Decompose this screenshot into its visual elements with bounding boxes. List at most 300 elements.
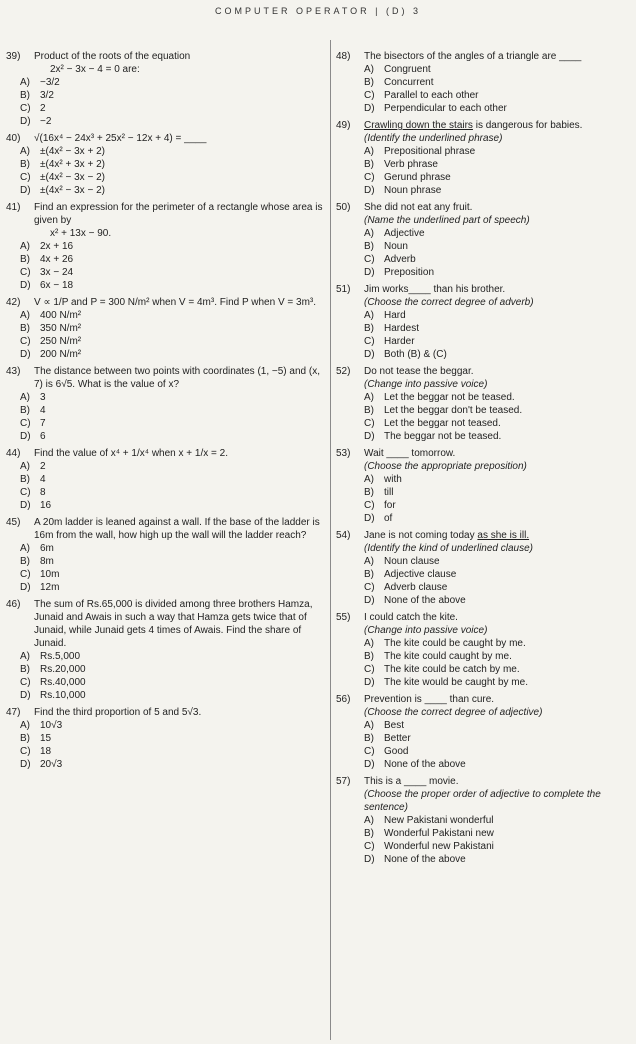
question-stem: She did not eat any fruit. xyxy=(364,202,473,213)
question-row xyxy=(6,598,324,650)
page-header: COMPUTER OPERATOR | (D) 3 xyxy=(214,6,421,16)
question-stem: Find the value of x⁴ + 1/x⁴ when x + 1/x = 2. xyxy=(34,448,228,459)
option-label: C) xyxy=(20,569,31,580)
option-label: C) xyxy=(364,841,375,852)
option-item xyxy=(336,719,631,732)
underlined-part: Crawling down the stairs xyxy=(364,120,473,131)
question-item xyxy=(336,283,631,361)
question-text xyxy=(34,365,324,391)
option-text: 4x + 26 xyxy=(40,254,74,265)
option-item xyxy=(336,853,631,866)
option-label: A) xyxy=(364,392,374,403)
question-row xyxy=(336,693,631,706)
option-label: A) xyxy=(364,815,374,826)
question-stem: I could catch the kite. xyxy=(364,612,458,623)
option-text: till xyxy=(384,487,394,498)
option-text: Wonderful Pakistani new xyxy=(384,828,494,839)
option-label: C) xyxy=(364,254,375,265)
option-text: ±(4x² − 3x − 2) xyxy=(40,185,105,196)
option-label: C) xyxy=(364,664,375,675)
question-number: 42) xyxy=(6,297,21,308)
option-text: 12m xyxy=(40,582,60,593)
question-number: 47) xyxy=(6,707,21,718)
question-item xyxy=(6,365,324,443)
option-label: C) xyxy=(364,582,375,593)
question-instruction: (Choose the appropriate preposition) xyxy=(364,461,527,472)
option-item xyxy=(336,89,631,102)
option-item xyxy=(6,542,324,555)
option-item xyxy=(6,391,324,404)
option-item xyxy=(336,745,631,758)
option-text: ±(4x² + 3x + 2) xyxy=(40,159,105,170)
option-item xyxy=(336,758,631,771)
option-text: Let the beggar not be teased. xyxy=(384,392,515,403)
question-row xyxy=(6,516,324,542)
option-label: B) xyxy=(20,474,30,485)
option-text: The kite could be caught by me. xyxy=(384,638,526,649)
option-text: The beggar not be teased. xyxy=(384,431,502,442)
question-stem: Prevention is ____ than cure. xyxy=(364,694,495,705)
question-text xyxy=(34,201,324,240)
question-number: 40) xyxy=(6,133,21,144)
option-text: 2 xyxy=(40,461,46,472)
question-text xyxy=(34,516,324,542)
option-label: D) xyxy=(364,513,375,524)
option-label: D) xyxy=(364,854,375,865)
question-stem: √(16x⁴ − 24x³ + 25x² − 12x + 4) = ____ xyxy=(34,133,207,144)
option-label: B) xyxy=(364,487,374,498)
option-item xyxy=(6,473,324,486)
question-row xyxy=(6,50,324,76)
question-number: 50) xyxy=(336,202,351,213)
option-item xyxy=(336,473,631,486)
option-item xyxy=(336,391,631,404)
option-label: C) xyxy=(364,418,375,429)
option-text: 8 xyxy=(40,487,46,498)
option-label: B) xyxy=(364,159,374,170)
option-text: 7 xyxy=(40,418,46,429)
option-label: B) xyxy=(364,323,374,334)
option-label: B) xyxy=(20,323,30,334)
option-text: None of the above xyxy=(384,854,466,865)
option-label: D) xyxy=(20,116,31,127)
option-text: 10√3 xyxy=(40,720,63,731)
option-label: A) xyxy=(20,651,30,662)
question-item xyxy=(336,447,631,525)
question-stem: The bisectors of the angles of a triangle are ____ xyxy=(364,51,582,62)
option-label: A) xyxy=(20,392,30,403)
question-row xyxy=(336,119,631,132)
option-item xyxy=(6,581,324,594)
option-label: C) xyxy=(364,336,375,347)
question-text xyxy=(364,529,631,542)
option-label: A) xyxy=(20,241,30,252)
option-label: B) xyxy=(364,569,374,580)
question-item xyxy=(336,775,631,866)
question-number: 48) xyxy=(336,51,351,62)
option-label: B) xyxy=(20,254,30,265)
question-number: 53) xyxy=(336,448,351,459)
option-label: A) xyxy=(20,310,30,321)
option-label: D) xyxy=(364,349,375,360)
option-label: D) xyxy=(364,267,375,278)
question-text xyxy=(34,447,324,460)
question-instruction: (Change into passive voice) xyxy=(364,625,488,636)
question-text xyxy=(364,201,631,214)
option-item xyxy=(336,335,631,348)
option-label: B) xyxy=(364,828,374,839)
option-label: C) xyxy=(20,103,31,114)
option-item xyxy=(6,758,324,771)
option-item xyxy=(336,581,631,594)
question-row xyxy=(336,283,631,296)
option-item xyxy=(6,158,324,171)
question-row xyxy=(336,775,631,788)
option-text: Adjective xyxy=(384,228,425,239)
option-item xyxy=(336,227,631,240)
question-number: 54) xyxy=(336,530,351,541)
option-item xyxy=(336,555,631,568)
option-item xyxy=(6,430,324,443)
question-stem-rest: is dangerous for babies. xyxy=(472,120,583,131)
option-label: A) xyxy=(364,228,374,239)
question-instruction: (Name the underlined part of speech) xyxy=(364,215,530,226)
option-text: 10m xyxy=(40,569,60,580)
option-text: 2x + 16 xyxy=(40,241,74,252)
option-text: Verb phrase xyxy=(384,159,438,170)
question-instruction: (Change into passive voice) xyxy=(364,379,488,390)
option-text: New Pakistani wonderful xyxy=(384,815,494,826)
option-item xyxy=(336,184,631,197)
question-instruction: (Choose the correct degree of adverb) xyxy=(364,297,534,308)
option-label: C) xyxy=(20,746,31,757)
question-text xyxy=(34,296,324,309)
option-text: None of the above xyxy=(384,759,466,770)
column-divider xyxy=(330,40,331,1040)
option-item xyxy=(336,827,631,840)
option-text: Congruent xyxy=(384,64,431,75)
option-item xyxy=(336,512,631,525)
option-label: C) xyxy=(20,677,31,688)
option-text: Noun phrase xyxy=(384,185,442,196)
option-text: Adverb clause xyxy=(384,582,448,593)
option-text: Both (B) & (C) xyxy=(384,349,447,360)
option-label: B) xyxy=(20,159,30,170)
option-text: 6x − 18 xyxy=(40,280,74,291)
question-number: 51) xyxy=(336,284,351,295)
option-item xyxy=(336,76,631,89)
question-row xyxy=(6,132,324,145)
option-label: D) xyxy=(364,185,375,196)
option-text: ±(4x² − 3x + 2) xyxy=(40,146,105,157)
question-number: 39) xyxy=(6,51,21,62)
option-text: Let the beggar don't be teased. xyxy=(384,405,523,416)
option-label: A) xyxy=(20,461,30,472)
option-text: Hardest xyxy=(384,323,420,334)
option-item xyxy=(6,322,324,335)
option-item xyxy=(6,171,324,184)
option-label: A) xyxy=(364,310,374,321)
left-column xyxy=(6,50,324,775)
option-text: Gerund phrase xyxy=(384,172,451,183)
option-text: 350 N/m² xyxy=(40,323,82,334)
option-item xyxy=(6,115,324,128)
option-text: Rs.5,000 xyxy=(40,651,81,662)
question-item xyxy=(6,201,324,292)
question-text xyxy=(364,283,631,296)
question-instruction: (Choose the proper order of adjective to complete the sentence) xyxy=(364,789,601,813)
option-item xyxy=(336,637,631,650)
option-label: D) xyxy=(20,582,31,593)
option-item xyxy=(336,568,631,581)
question-stem: Wait ____ tomorrow. xyxy=(364,448,456,459)
question-number: 57) xyxy=(336,776,351,787)
question-instruction: (Identify the underlined phrase) xyxy=(364,133,503,144)
option-text: 200 N/m² xyxy=(40,349,82,360)
option-label: B) xyxy=(364,733,374,744)
option-item xyxy=(336,63,631,76)
option-text: Rs.10,000 xyxy=(40,690,86,701)
question-equation: x² + 13x − 90. xyxy=(50,228,112,239)
option-label: A) xyxy=(20,77,30,88)
option-item xyxy=(6,335,324,348)
question-item xyxy=(6,706,324,771)
question-text xyxy=(364,119,631,132)
option-label: D) xyxy=(20,690,31,701)
option-text: Preposition xyxy=(384,267,435,278)
option-item xyxy=(336,840,631,853)
option-label: A) xyxy=(364,556,374,567)
option-item xyxy=(6,348,324,361)
option-text: 6m xyxy=(40,543,54,554)
option-text: 250 N/m² xyxy=(40,336,82,347)
option-label: C) xyxy=(364,746,375,757)
option-text: with xyxy=(384,474,402,485)
option-item xyxy=(336,158,631,171)
option-item xyxy=(336,430,631,443)
question-item xyxy=(336,611,631,689)
option-text: Noun xyxy=(384,241,408,252)
option-label: C) xyxy=(20,487,31,498)
option-item xyxy=(6,89,324,102)
option-text: 4 xyxy=(40,474,46,485)
option-item xyxy=(6,719,324,732)
option-item xyxy=(6,76,324,89)
option-text: of xyxy=(384,513,393,524)
option-text: Hard xyxy=(384,310,406,321)
question-row xyxy=(6,201,324,240)
option-item xyxy=(6,689,324,702)
question-equation: 2x² − 3x − 4 = 0 are: xyxy=(50,64,140,75)
option-item xyxy=(336,650,631,663)
question-stem: The sum of Rs.65,000 is divided among three brothers Hamza, Junaid and Awais in such a way that Hamza gets twice that of Junaid, while Junaid gets 4 times of Awais. Find the share of Junaid. xyxy=(34,599,313,649)
question-stem: Do not tease the beggar. xyxy=(364,366,474,377)
option-text: Wonderful new Pakistani xyxy=(384,841,494,852)
question-item xyxy=(6,516,324,594)
question-stem: Jane is not coming today xyxy=(364,530,478,541)
option-text: 3 xyxy=(40,392,46,403)
option-label: D) xyxy=(364,103,375,114)
question-instruction: (Choose the correct degree of adjective) xyxy=(364,707,543,718)
question-number: 55) xyxy=(336,612,351,623)
question-item xyxy=(6,296,324,361)
question-row xyxy=(6,365,324,391)
option-text: 6 xyxy=(40,431,46,442)
question-text xyxy=(34,598,324,650)
option-item xyxy=(336,309,631,322)
option-item xyxy=(336,102,631,115)
option-text: Concurrent xyxy=(384,77,434,88)
option-item xyxy=(6,145,324,158)
question-stem: V ∝ 1/P and P = 300 N/m² when V = 4m³. Find P when V = 3m³. xyxy=(34,297,317,308)
option-text: −2 xyxy=(40,116,52,127)
question-row xyxy=(6,706,324,719)
underlined-part: as she is ill. xyxy=(477,530,530,541)
option-item xyxy=(6,732,324,745)
question-item xyxy=(336,365,631,443)
option-item xyxy=(6,460,324,473)
question-item xyxy=(6,50,324,128)
option-item xyxy=(336,266,631,279)
option-item xyxy=(336,499,631,512)
option-text: Prepositional phrase xyxy=(384,146,476,157)
option-text: The kite could caught by me. xyxy=(384,651,512,662)
question-row xyxy=(336,365,631,378)
option-label: C) xyxy=(20,336,31,347)
question-row xyxy=(336,447,631,460)
option-text: None of the above xyxy=(384,595,466,606)
question-text xyxy=(364,775,631,788)
question-stem: Product of the roots of the equation xyxy=(34,51,191,62)
question-text xyxy=(364,693,631,706)
option-label: B) xyxy=(20,664,30,675)
question-number: 44) xyxy=(6,448,21,459)
option-text: for xyxy=(384,500,396,511)
question-text xyxy=(364,611,631,624)
question-item xyxy=(336,201,631,279)
option-label: C) xyxy=(364,500,375,511)
option-label: B) xyxy=(364,77,374,88)
question-item xyxy=(336,693,631,771)
option-item xyxy=(336,814,631,827)
option-text: 3x − 24 xyxy=(40,267,74,278)
question-number: 41) xyxy=(6,202,21,213)
option-item xyxy=(336,322,631,335)
question-row xyxy=(336,50,631,63)
option-label: A) xyxy=(20,146,30,157)
option-text: 18 xyxy=(40,746,52,757)
question-stem: Find an expression for the perimeter of a rectangle whose area is given by xyxy=(34,202,323,226)
question-number: 43) xyxy=(6,366,21,377)
option-text: Best xyxy=(384,720,405,731)
option-item xyxy=(336,486,631,499)
option-label: A) xyxy=(364,474,374,485)
option-text: 16 xyxy=(40,500,52,511)
question-number: 49) xyxy=(336,120,351,131)
question-row xyxy=(6,447,324,460)
option-label: C) xyxy=(364,90,375,101)
question-stem: A 20m ladder is leaned against a wall. If the base of the ladder is 16m from the wall, how high up the wall will the ladder reach? xyxy=(34,517,320,541)
question-number: 46) xyxy=(6,599,21,610)
option-label: D) xyxy=(364,677,375,688)
question-text xyxy=(364,365,631,378)
option-item xyxy=(336,253,631,266)
option-item xyxy=(6,568,324,581)
question-item xyxy=(336,529,631,607)
option-label: D) xyxy=(364,759,375,770)
question-stem: Find the third proportion of 5 and 5√3. xyxy=(34,707,202,718)
option-label: B) xyxy=(20,405,30,416)
question-row xyxy=(336,611,631,624)
option-item xyxy=(6,417,324,430)
option-item xyxy=(6,240,324,253)
question-item xyxy=(336,50,631,115)
option-item xyxy=(6,309,324,322)
question-item xyxy=(6,598,324,702)
question-stem: Jim works____ than his brother. xyxy=(364,284,506,295)
option-label: C) xyxy=(20,172,31,183)
question-stem: This is a ____ movie. xyxy=(364,776,459,787)
question-text xyxy=(364,50,631,63)
option-item xyxy=(336,348,631,361)
option-text: Parallel to each other xyxy=(384,90,479,101)
option-item xyxy=(6,499,324,512)
question-instruction: (Identify the kind of underlined clause) xyxy=(364,543,533,554)
option-item xyxy=(336,145,631,158)
option-label: D) xyxy=(20,280,31,291)
option-label: A) xyxy=(364,64,374,75)
option-text: Let the beggar not teased. xyxy=(384,418,501,429)
option-text: 4 xyxy=(40,405,46,416)
option-text: Adjective clause xyxy=(384,569,457,580)
option-item xyxy=(6,279,324,292)
option-label: B) xyxy=(364,241,374,252)
option-item xyxy=(336,663,631,676)
option-item xyxy=(6,745,324,758)
option-text: Noun clause xyxy=(384,556,440,567)
option-label: D) xyxy=(364,595,375,606)
option-label: A) xyxy=(20,720,30,731)
question-row xyxy=(336,201,631,214)
question-text xyxy=(34,706,324,719)
option-label: A) xyxy=(364,146,374,157)
right-column xyxy=(336,50,631,870)
option-item xyxy=(336,417,631,430)
question-row xyxy=(336,529,631,542)
option-item xyxy=(6,555,324,568)
option-text: The kite would be caught by me. xyxy=(384,677,528,688)
question-number: 52) xyxy=(336,366,351,377)
question-text xyxy=(34,50,324,76)
question-number: 56) xyxy=(336,694,351,705)
question-text xyxy=(34,132,324,145)
option-text: 2 xyxy=(40,103,46,114)
option-label: B) xyxy=(20,556,30,567)
question-row xyxy=(6,296,324,309)
question-text xyxy=(364,447,631,460)
option-text: Better xyxy=(384,733,411,744)
option-item xyxy=(336,171,631,184)
option-label: B) xyxy=(364,651,374,662)
option-text: The kite could be catch by me. xyxy=(384,664,520,675)
option-text: Rs.20,000 xyxy=(40,664,86,675)
question-stem: The distance between two points with coordinates (1, −5) and (x, 7) is 6√5. What is the value of x? xyxy=(34,366,320,390)
option-label: D) xyxy=(20,759,31,770)
question-item xyxy=(336,119,631,197)
option-text: 15 xyxy=(40,733,52,744)
option-label: A) xyxy=(364,638,374,649)
option-text: Rs.40,000 xyxy=(40,677,86,688)
